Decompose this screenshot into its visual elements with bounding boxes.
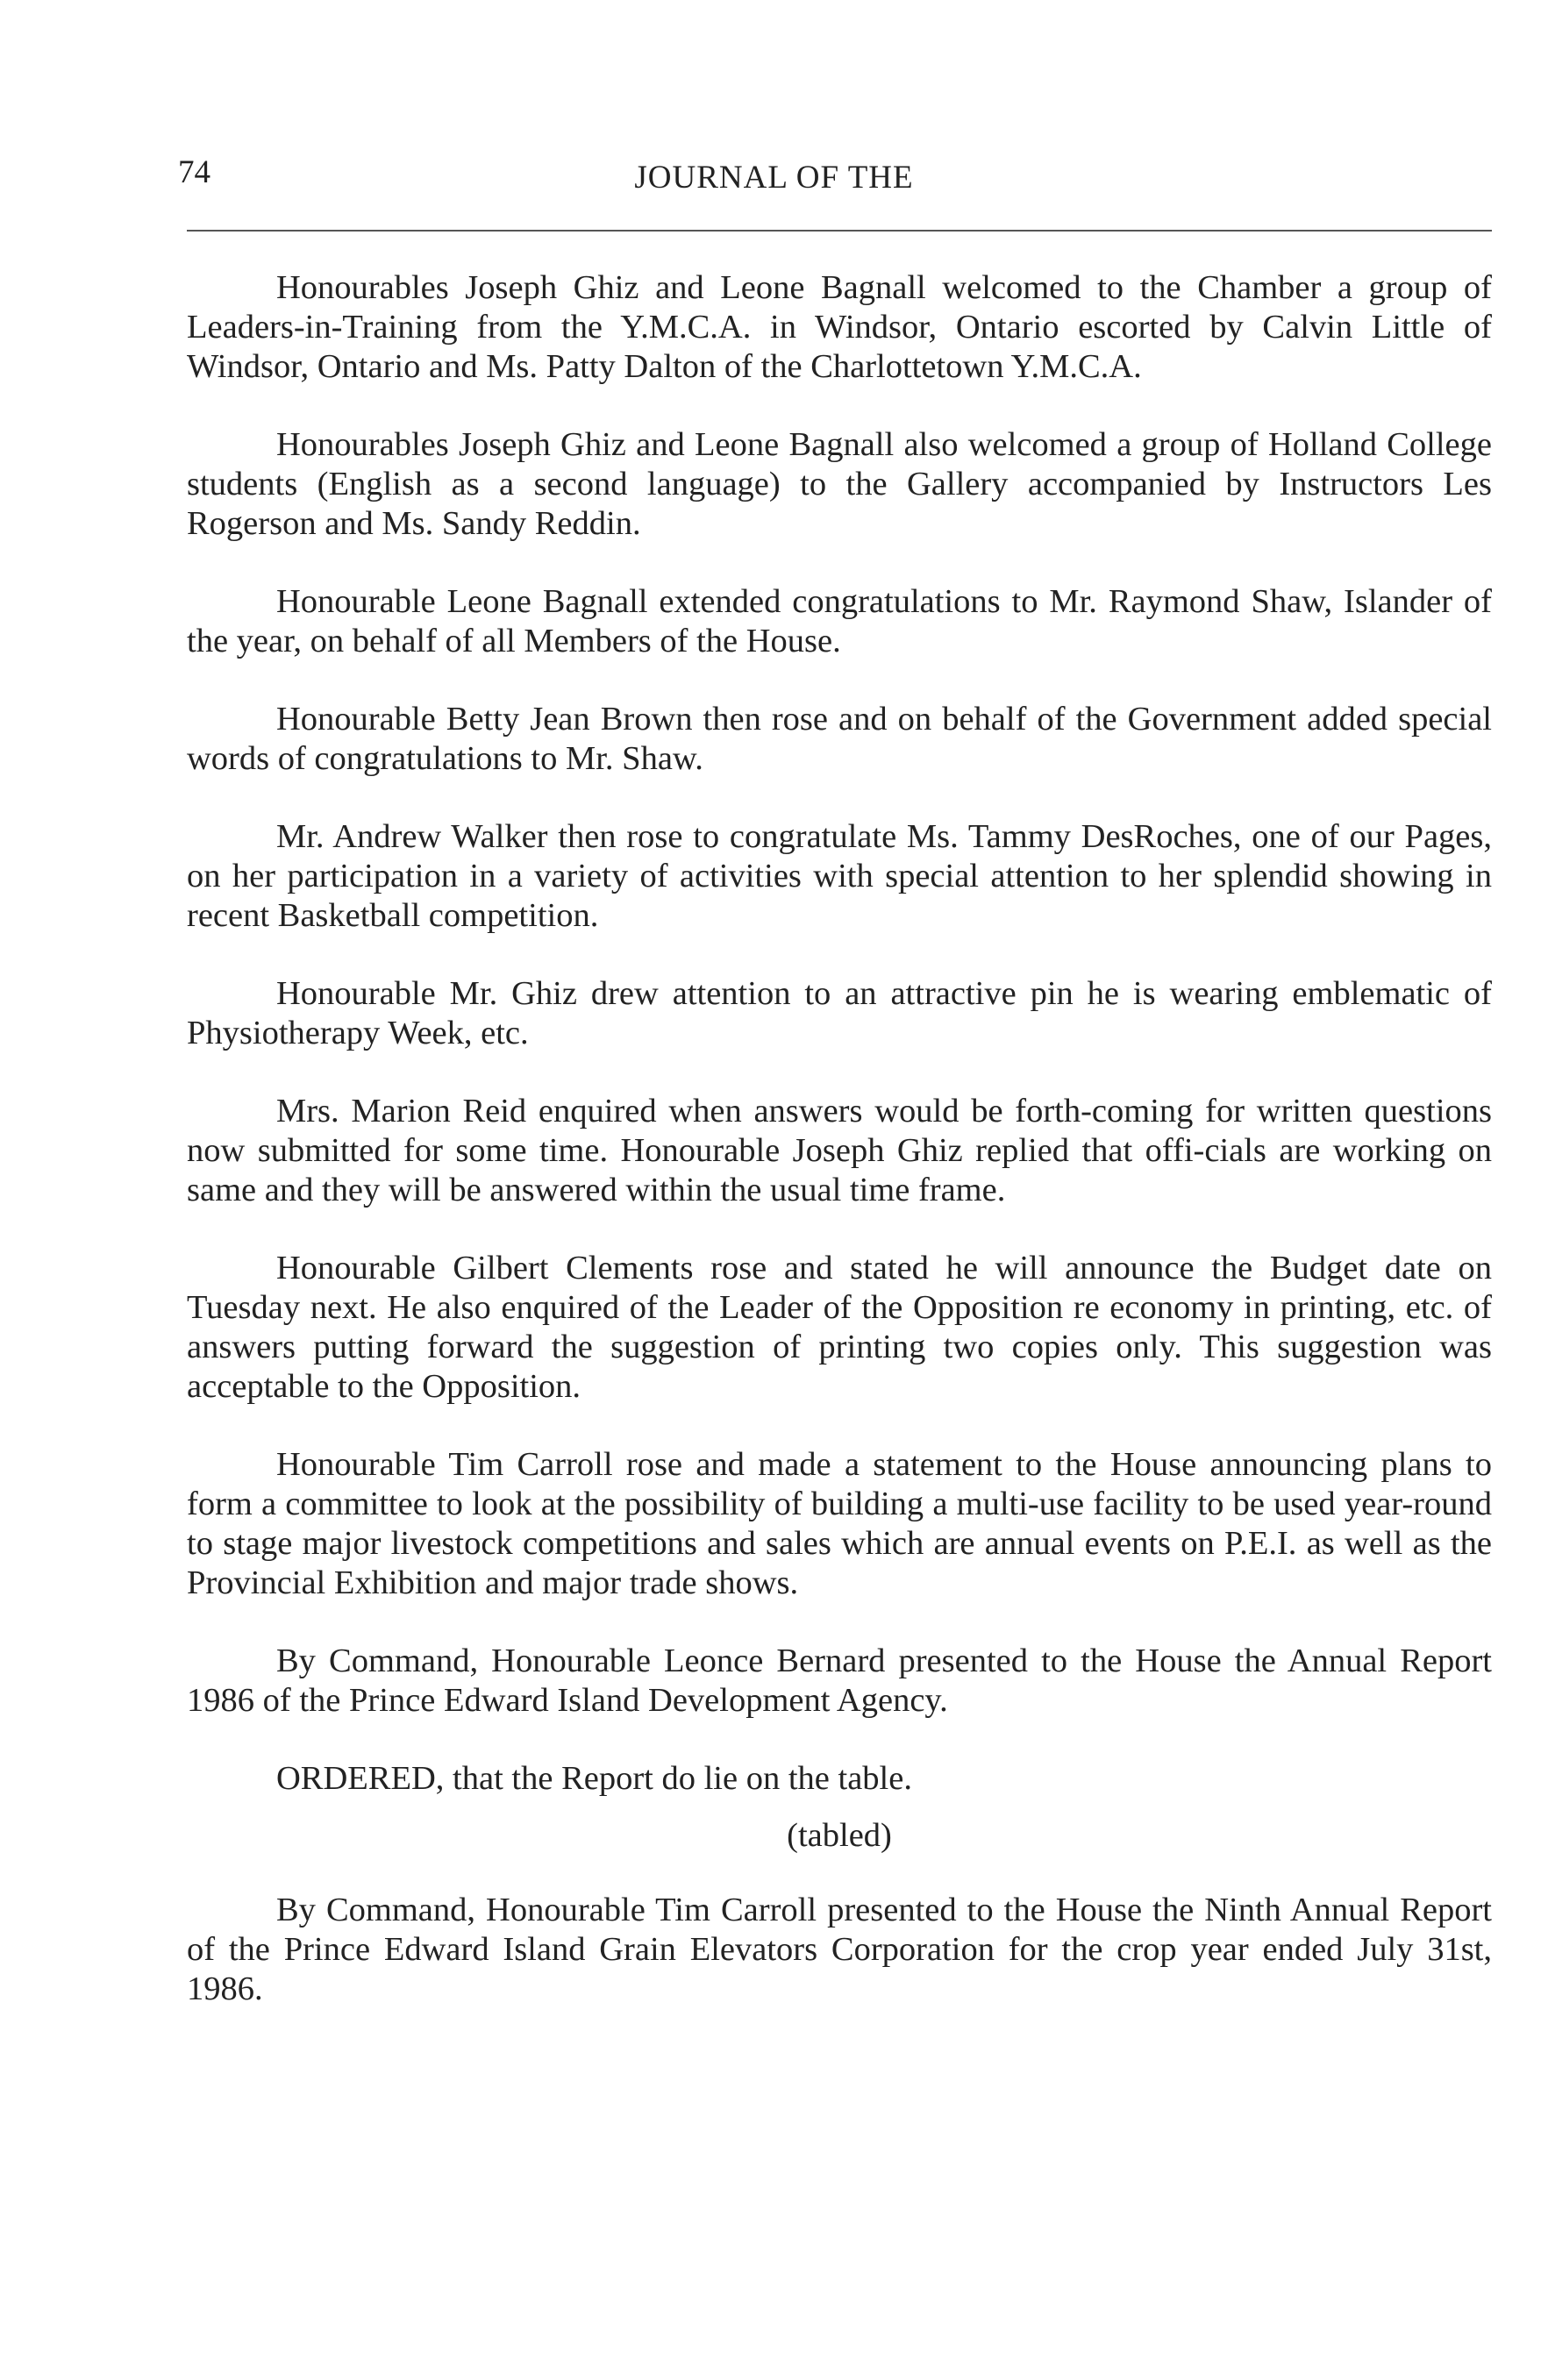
paragraph-holland-college: Honourables Joseph Ghiz and Leone Bagnall also welcomed a group of Holland College students (English as a second language) to the Gallery accompanied by Instructors Les Rogerson and Ms. Sandy Reddin. bbox=[187, 426, 1492, 542]
paragraph-leaders-in-training: Honourables Joseph Ghiz and Leone Bagnall welcomed to the Chamber a group of Leaders-in-Training from the Y.M.C.A. in Windsor, Ontario escorted by Calvin Little of Windsor, Ontario and Ms. Patty Dalton of the Charlottetown Y.M.C.A. bbox=[187, 269, 1492, 385]
paragraph-islander-of-year: Honourable Leone Bagnall extended congratulations to Mr. Raymond Shaw, Islander of the year, on behalf of all Members of the House. bbox=[187, 583, 1492, 659]
paragraph-multi-use-facility: Honourable Tim Carroll rose and made a statement to the House announcing plans to form a committee to look at the possibility of building a multi-use facility to be used year-round to stage major livestock competitions and sales which are annual events on P.E.I. as well as the Provincial Exhibition and major trade shows. bbox=[187, 1446, 1492, 1601]
paragraph-development-agency-report: By Command, Honourable Leonce Bernard presented to the House the Annual Report 1986 of the Prince Edward Island Development Agency. bbox=[187, 1642, 1492, 1719]
paragraph-physiotherapy-week: Honourable Mr. Ghiz drew attention to an attractive pin he is wearing emblematic of Physiotherapy Week, etc. bbox=[187, 975, 1492, 1051]
paragraph-ordered: ORDERED, that the Report do lie on the table. bbox=[276, 1760, 912, 1797]
paragraph-budget-date: Honourable Gilbert Clements rose and stated he will announce the Budget date on Tuesday next. He also enquired of the Leader of the Opposition re economy in printing, etc. of answers putting forward the suggestion of printing two copies only. This suggestion was acceptable to the Opposition. bbox=[187, 1250, 1492, 1405]
paragraph-grain-elevators-report: By Command, Honourable Tim Carroll presented to the House the Ninth Annual Report of the Prince Edward Island Grain Elevators Corporation for the crop year ended July 31st, 1986. bbox=[187, 1892, 1492, 2007]
paragraph-written-questions: Mrs. Marion Reid enquired when answers would be forth-coming for written questions now submitted for some time. Honourable Joseph Ghiz replied that offi-cials are working on same and they will be answered within the usual time frame. bbox=[187, 1093, 1492, 1208]
paragraph-government-congratulations: Honourable Betty Jean Brown then rose and on behalf of the Government added special words of congratulations to Mr. Shaw. bbox=[187, 701, 1492, 777]
journal-body bbox=[187, 268, 1492, 2048]
running-head: JOURNAL OF THE bbox=[634, 160, 914, 196]
tabled-note: (tabled) bbox=[787, 1817, 892, 1854]
paragraph-pages-basketball: Mr. Andrew Walker then rose to congratulate Ms. Tammy DesRoches, one of our Pages, on her participation in a variety of activities with special attention to her splendid showing in recent Basketball competition. bbox=[187, 818, 1492, 934]
header-rule bbox=[187, 230, 1492, 232]
page-number: 74 bbox=[178, 154, 210, 190]
